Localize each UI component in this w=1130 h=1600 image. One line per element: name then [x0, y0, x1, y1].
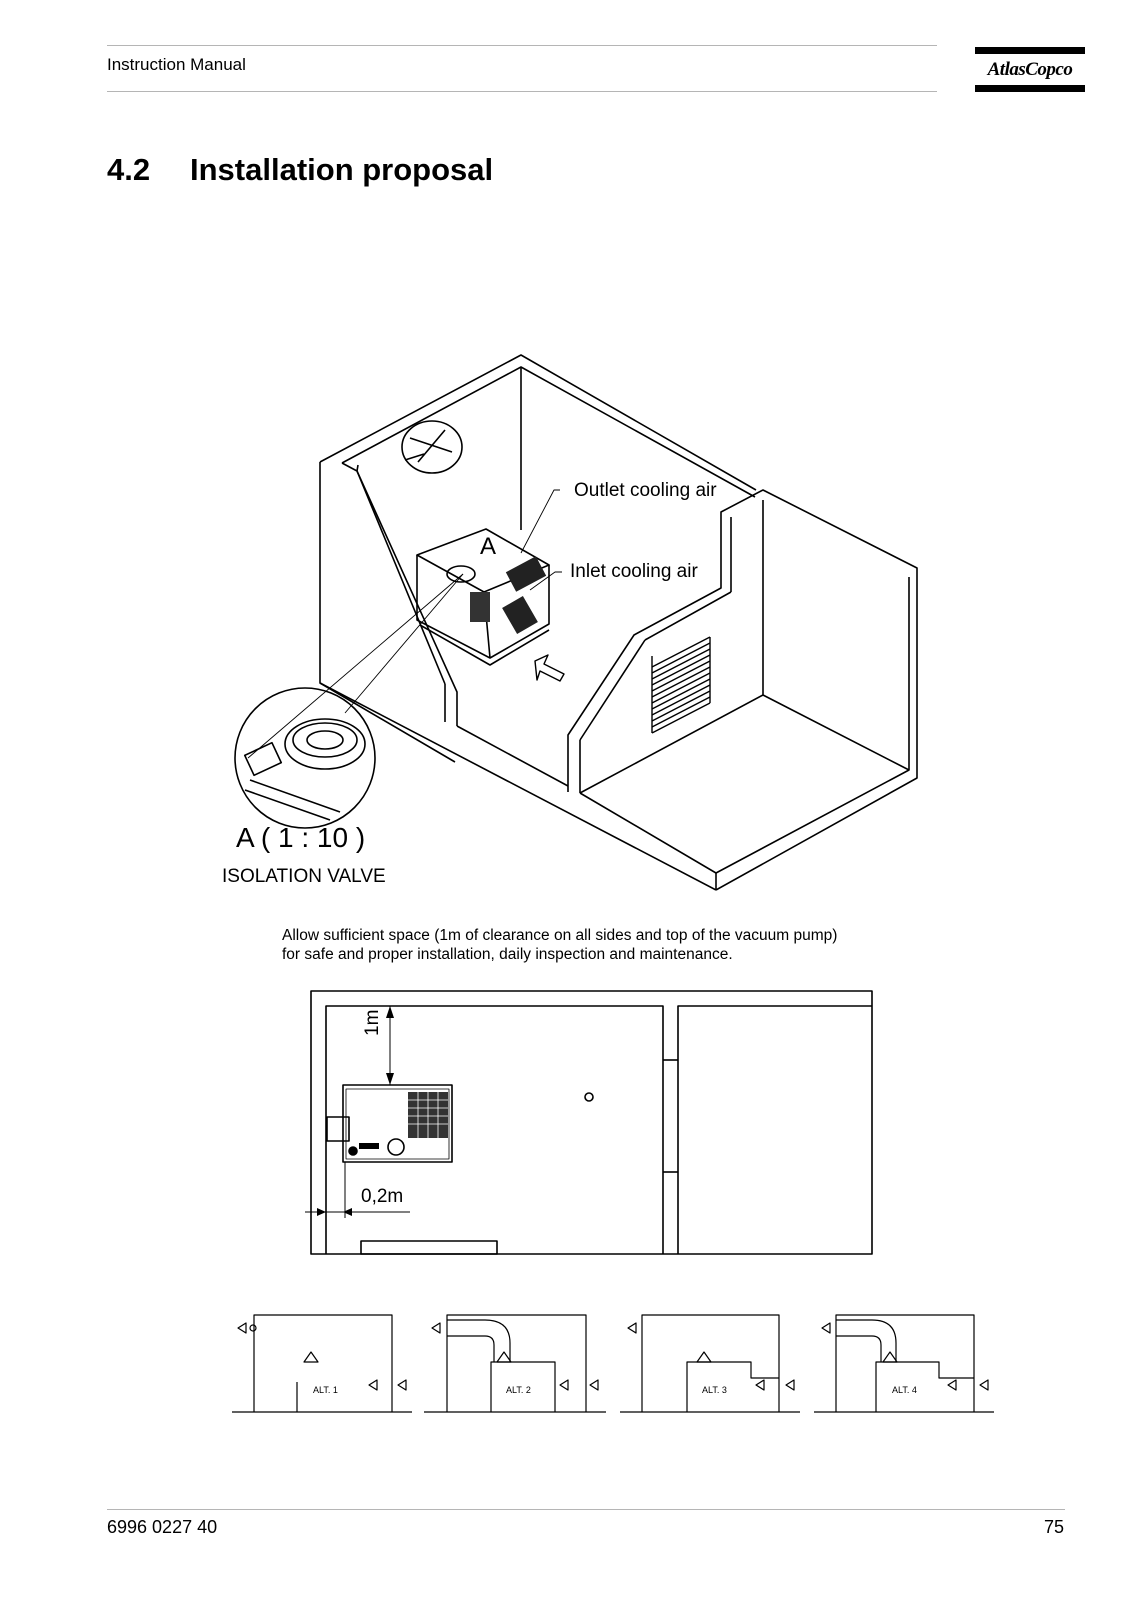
section-number: 4.2	[107, 152, 151, 187]
detail-scale-label: A ( 1 : 10 )	[236, 822, 366, 853]
clearance-note-line1: Allow sufficient space (1m of clearance on all sides and top of the vacuum pump)	[282, 927, 838, 944]
section-title: Installation proposal	[190, 152, 494, 187]
isometric-room	[235, 355, 917, 890]
document-number: 6996 0227 40	[107, 1517, 218, 1537]
document-type: Instruction Manual	[107, 55, 246, 74]
atlas-copco-logo: AtlasCopco	[975, 47, 1085, 94]
side-clearance-label: 0,2m	[361, 1186, 404, 1207]
ventilation-alternatives	[232, 1315, 994, 1412]
inlet-cooling-air-label: Inlet cooling air	[570, 561, 698, 582]
alt-4-label: ALT. 4	[892, 1385, 917, 1395]
page-number: 75	[1043, 1517, 1064, 1537]
outlet-cooling-air-label: Outlet cooling air	[574, 480, 717, 501]
alt-3-label: ALT. 3	[702, 1385, 727, 1395]
clearance-note	[282, 926, 837, 964]
plan-view	[305, 991, 872, 1254]
alt-2-label: ALT. 2	[506, 1385, 531, 1395]
top-clearance-label: 1m	[362, 1009, 383, 1036]
detail-caption: ISOLATION VALVE	[222, 866, 386, 887]
clearance-note-line2: for safe and proper installation, daily inspection and maintenance.	[282, 946, 733, 963]
footer-rule	[107, 1509, 1065, 1510]
alt-1-label: ALT. 1	[313, 1385, 338, 1395]
detail-marker: A	[480, 533, 497, 560]
